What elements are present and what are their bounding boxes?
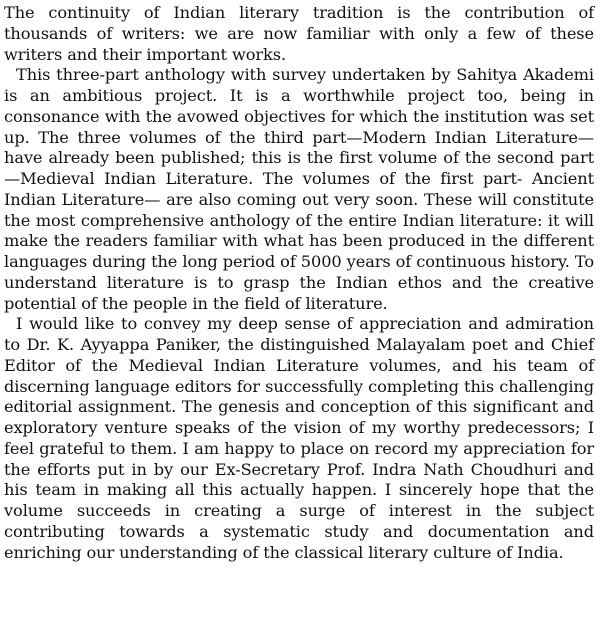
paragraph-anthology: This three-part anthology with survey undertaken by Sahitya Akademi is an ambitious project. It is a worthwhile project too, being in consonance with the avowed objectives for which the institution was set up. The three volumes of the third part—Modern Indian Literature—have already been published; this is the first volume of the second part—Medieval Indian Literature. The volumes of the first part- Ancient Indian Literature— are also coming out very soon. These will constitute the most comprehensive anthology of the entire Indian literature: it will make the readers familiar with what has been produced in the different languages during the long period of 5000 years of continuous history. To understand literature is to grasp the Indian ethos and the creative potential of the people in the field of literature. <box>4 65 594 313</box>
paragraph-appreciation: I would like to convey my deep sense of appreciation and admiration to Dr. K. Ayyappa Paniker, the distinguished Malayalam poet and Chief Editor of the Medieval Indian Literature volumes, and his team of discerning language editors for successfully completing this challenging editorial assignment. The genesis and conception of this significant and exploratory venture speaks of the vision of my worthy predecessors; I feel grateful to them. I am happy to place on record my appreciation for the efforts put in by our Ex-Secretary Prof. Indra Nath Choudhuri and his team in making all this actually happen. I sincerely hope that the volume succeeds in creating a surge of interest in the subject contributing towards a systematic study and documentation and enriching our understanding of the classical literary culture of India. <box>4 314 594 562</box>
paragraph-continuity: The continuity of Indian literary tradition is the contribution of thousands of writers: we are now familiar with only a few of these writers and their important works. <box>4 3 594 64</box>
document-page <box>4 3 594 563</box>
